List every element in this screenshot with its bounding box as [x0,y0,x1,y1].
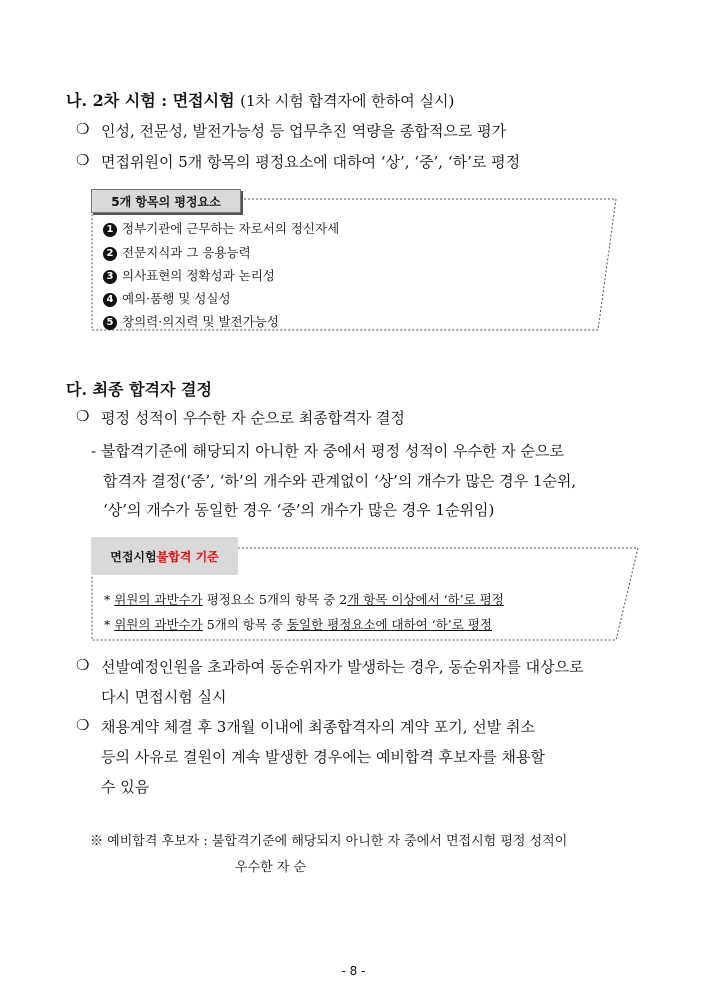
bullet-text: 수 있음 [101,778,150,796]
rating-elements-tab [91,189,241,213]
detail-line: - 불합격기준에 해당되지 아니한 자 중에서 평정 성적이 우수한 자 순으로 [91,442,564,460]
section-title-text: 나. 2차 시험 : 면접시험 [66,91,235,110]
bullet-text: 다시 면접시험 실시 [101,688,227,706]
section-title-final: 다. 최종 합격자 결정 [66,380,212,399]
rating-element-label: 전문지식과 그 응용능력 [122,245,251,260]
rating-element-item [103,266,275,284]
rating-element-label: 정부기관에 근무하는 자로서의 정신자세 [122,221,340,236]
rating-element-item [103,289,231,307]
fail-criteria-tab-label: 면접시험 [110,549,157,564]
bullet-text: 선발예정인원을 초과하여 동순위자가 발생하는 경우, 동순위자를 대상으로 [101,658,584,676]
number-2-icon: 2 [103,247,117,261]
rating-elements-tab-label: 5개 항목의 평정요소 [111,194,221,209]
fail-rule [104,590,504,608]
bullet-icon: ❍ [76,716,90,734]
bullet-icon: ❍ [76,656,90,674]
detail-line: ‘상’의 개수가 동일한 경우 ‘중’의 개수가 많은 경우 1순위임) [103,501,495,519]
number-3-icon: 3 [103,270,117,284]
bullet-text: 채용계약 체결 후 3개월 이내에 최종합격자의 계약 포기, 선발 취소 [101,718,535,736]
rule-mark: * [104,592,115,607]
section-title-interview [66,88,454,111]
bullet-text: 인성, 전문성, 발전가능성 등 업무추진 역량을 종합적으로 평가 [101,122,507,140]
rating-element-item [103,243,251,261]
rule-part: 위원의 과반수가 [114,592,203,607]
rating-element-item [103,312,279,330]
rule-part: 위원의 과반수가 [114,617,203,632]
reserve-note-cont: 우수한 자 순 [235,860,307,875]
bullet-text: 평정 성적이 우수한 자 순으로 최종합격자 결정 [101,409,405,427]
rating-element-label: 예의·품행 및 성실성 [122,291,231,306]
number-1-icon: 1 [103,223,117,237]
rating-element-label: 의사표현의 정확성과 논리성 [122,268,275,283]
rule-mark: * [104,617,115,632]
rating-element-item [103,219,339,237]
reserve-note [90,830,567,849]
section-title-paren: (1차 시험 합격자에 한하여 실시) [240,92,455,110]
detail-line: 합격자 결정(‘중’, ‘하’의 개수와 관계없이 ‘상’의 개수가 많은 경우 1순위, [103,472,577,490]
note-mark: ※ [90,834,104,849]
note-line: 예비합격 후보자 : 불합격기준에 해당되지 아니한 자 중에서 면접시험 평정 성적이 [107,834,568,849]
fail-criteria-tab-highlight: 불합격 기준 [156,549,219,564]
bullet-icon: ❍ [76,407,90,425]
rating-element-label: 창의력·의지력 및 발전가능성 [122,314,279,329]
bullet-text: 면접위원이 5개 항목의 평정요소에 대하여 ‘상’, ‘중’, ‘하’로 평정 [101,153,521,171]
bullet-icon: ❍ [76,151,90,169]
number-5-icon: 5 [103,316,117,330]
page-number: - 8 - [341,964,366,978]
fail-rule [104,615,492,633]
number-4-icon: 4 [103,293,117,307]
bullet-icon: ❍ [76,120,90,138]
bullet-text: 등의 사유로 결원이 계속 발생한 경우에는 예비합격 후보자를 채용할 [101,748,545,766]
fail-criteria-tab [91,537,238,575]
rule-part: 동일한 평정요소에 대하여 ‘하’로 평정 [286,617,492,632]
rule-part: 평정요소 5개의 항목 중 2 [202,592,348,607]
rule-part: 개 항목 이상에서 ‘하’로 평정 [347,592,504,607]
rule-part: 5개의 항목 중 [202,617,287,632]
